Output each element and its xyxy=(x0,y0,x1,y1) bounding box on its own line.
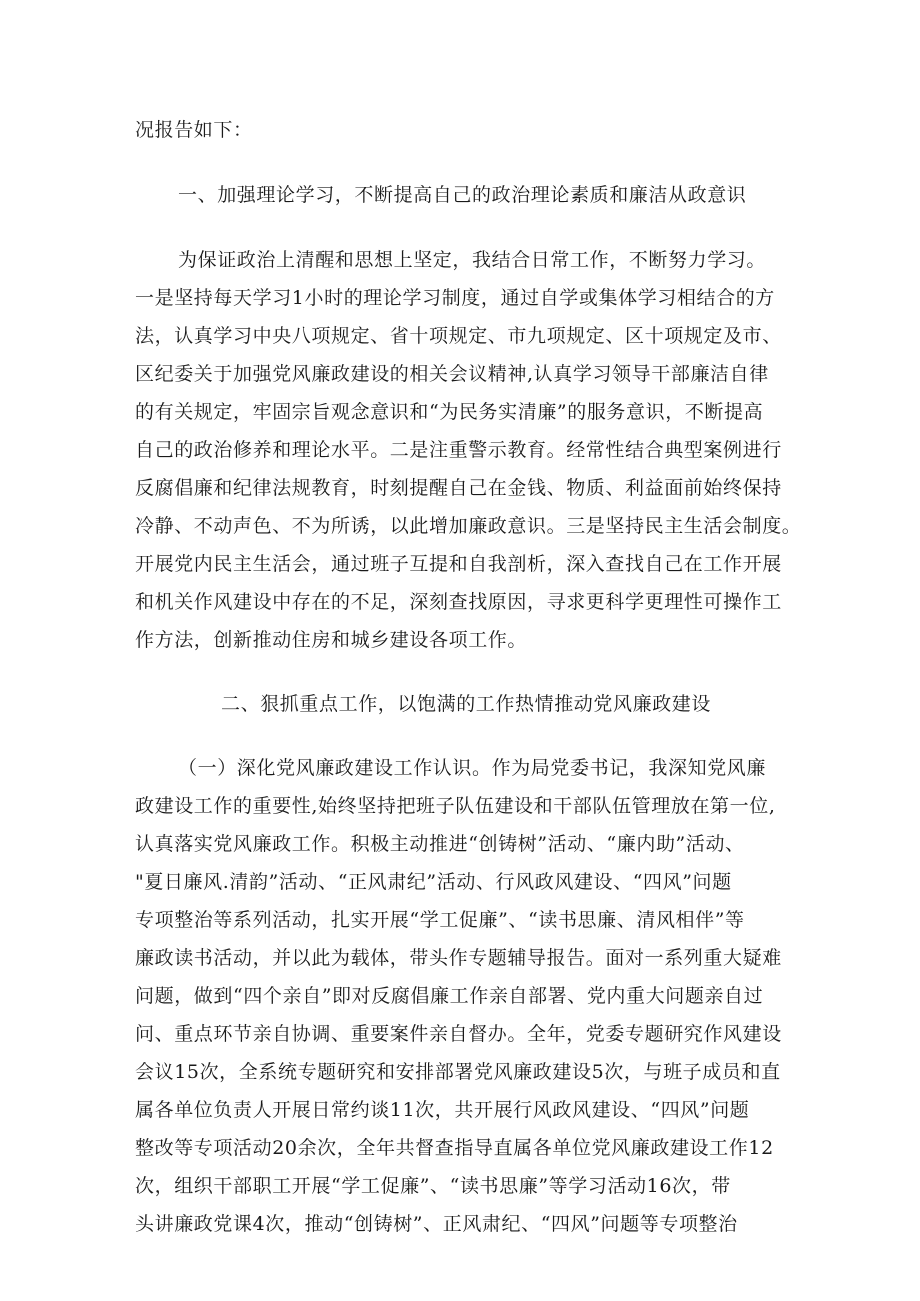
section-2-line: 属各单位负责人开展日常约谈11次，共开展行风政风建设、“四风”问题 xyxy=(135,1099,750,1121)
section-1-line: 一是坚持每天学习1小时的理论学习制度，通过自学或集体学习相结合的方 xyxy=(135,287,775,309)
intro-tail-text: 况报告如下： xyxy=(135,119,253,141)
section-2-line: 专项整治等系列活动，扎实开展“学工促廉”、“读书思廉、清风相伴”等 xyxy=(135,909,745,931)
section-2-heading: 二、狠抓重点工作，以饱满的工作热情推动党风廉政建设 xyxy=(221,693,712,715)
section-1-line: 为保证政治上清醒和思想上坚定，我结合日常工作，不断努力学习。 xyxy=(178,249,767,271)
section-2-line: 问题，做到“四个亲自”即对反腐倡廉工作亲自部署、党内重大问题亲自过 xyxy=(135,985,764,1007)
section-1-line: 的有关规定，牢固宗旨观念意识和“为民务实清廉”的服务意识，不断提高 xyxy=(135,401,764,423)
section-1-heading: 一、加强理论学习，不断提高自己的政治理论素质和廉洁从政意识 xyxy=(178,184,747,206)
section-1-line: 反腐倡廉和纪律法规教育，时刻提醒自己在金钱、物质、利益面前始终保持 xyxy=(135,477,782,499)
section-1-line: 法，认真学习中央八项规定、省十项规定、市九项规定、区十项规定及市、 xyxy=(135,325,782,347)
section-1-line: 开展党内民主生活会，通过班子互提和自我剖析，深入查找自己在工作开展 xyxy=(135,553,782,575)
section-2-line: 会议15次，全系统专题研究和安排部署党风廉政建设5次，与班子成员和直 xyxy=(135,1061,781,1083)
section-2-line: 认真落实党风廉政工作。积极主动推进“创铸树”活动、“廉内助”活动、 xyxy=(135,833,745,855)
section-2-line: 问、重点环节亲自协调、重要案件亲自督办。全年，党委专题研究作风建设 xyxy=(135,1023,782,1045)
section-2-line: 廉政读书活动，并以此为载体，带头作专题辅导报告。面对一系列重大疑难 xyxy=(135,947,782,969)
section-1-line: 和机关作风建设中存在的不足，深刻查找原因，寻求更科学更理性可操作工 xyxy=(135,591,782,613)
section-2-line: 头讲廉政党课4次，推动“创铸树”、正风肃纪、“四风”问题等专项整治 xyxy=(135,1213,738,1235)
section-1-line: 冷静、不动声色、不为所诱，以此增加廉政意识。三是坚持民主生活会制度。 xyxy=(135,515,802,537)
section-2-line: 政建设工作的重要性,始终坚持把班子队伍建设和干部队伍管理放在第一位, xyxy=(135,795,776,817)
section-1-line: 自己的政治修养和理论水平。二是注重警示教育。经常性结合典型案例进行 xyxy=(135,439,782,461)
section-2-line: "夏日廉风.清韵”活动、“正风肃纪”活动、行风政风建设、“四风”问题 xyxy=(135,871,732,893)
section-1-line: 作方法，创新推动住房和城乡建设各项工作。 xyxy=(135,629,528,651)
section-2-line: （一）深化党风廉政建设工作认识。作为局党委书记，我深知党风廉 xyxy=(178,757,767,779)
section-1-line: 区纪委关于加强党风廉政建设的相关会议精神,认真学习领导干部廉洁自律 xyxy=(135,363,769,385)
section-2-line: 次，组织干部职工开展“学工促廉”、“读书思廉”等学习活动16次，带 xyxy=(135,1175,731,1197)
section-2-line: 整改等专项活动20余次，全年共督查指导直属各单位党风廉政建设工作12 xyxy=(135,1137,774,1159)
